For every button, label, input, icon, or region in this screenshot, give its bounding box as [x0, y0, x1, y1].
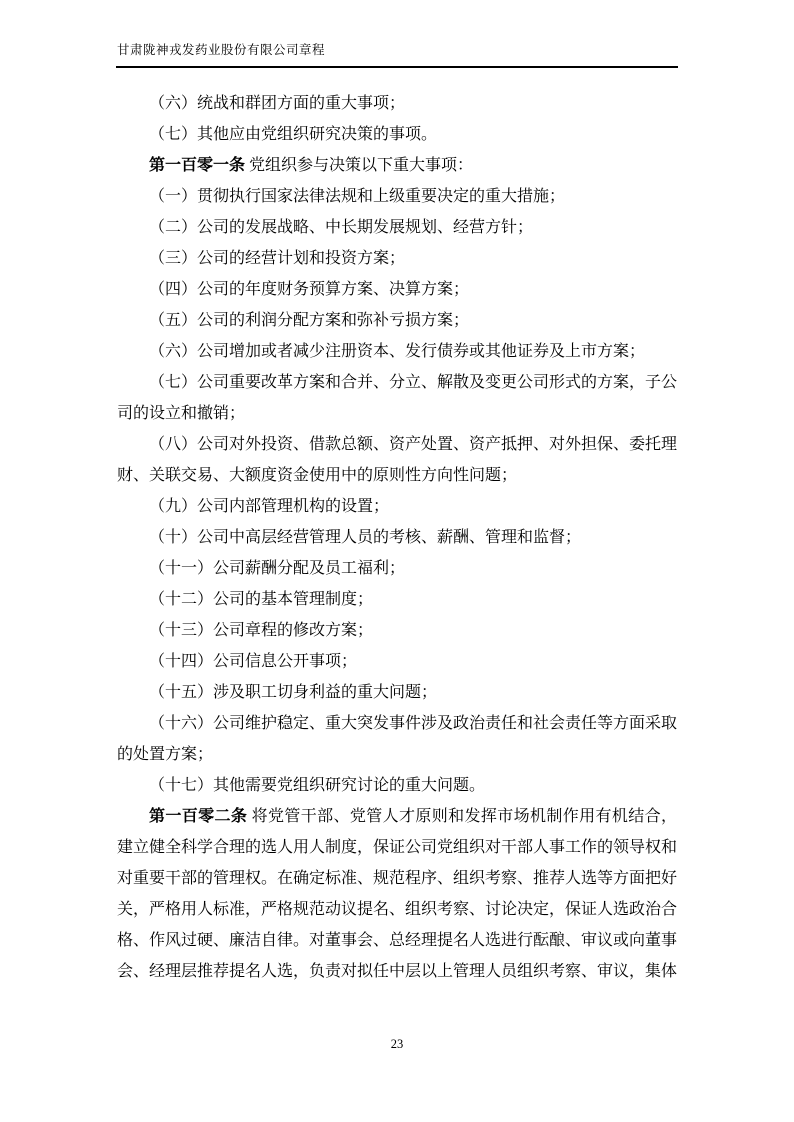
paragraph: （十四）公司信息公开事项；: [149, 653, 358, 670]
paragraph: （十五）涉及职工切身利益的重大问题；: [149, 684, 438, 701]
paragraph: （十一）公司薪酬分配及员工福利；: [149, 560, 406, 577]
paragraph: （六）公司增加或者减少注册资本、发行债券或其他证券及上市方案；: [149, 343, 646, 360]
paragraph: （六）统战和群团方面的重大事项；: [149, 95, 406, 112]
paragraph: （十六）公司维护稳定、重大突发事件涉及政治责任和社会责任等方面采取的处置方案；: [117, 715, 678, 763]
page-footer: [0, 1036, 794, 1052]
paragraph: （五）公司的利润分配方案和弥补亏损方案；: [149, 312, 470, 329]
header-title: 甘肃陇神戎发药业股份有限公司章程: [117, 43, 326, 57]
paragraph: （九）公司内部管理机构的设置；: [149, 498, 390, 515]
paragraph: （七）其他应由党组织研究决策的事项。: [149, 126, 438, 143]
article-paragraph: 第一百零二条 将党管干部、党管人才原则和发挥市场机制作用有机结合，建立健全科学合理的选人用人制度，保证公司党组织对干部人事工作的领导权和对重要干部的管理权。在确定标准、规范程序、组织考察、推荐人选等方面把好关，严格用人标准，严格规范动议提名、组织考察、讨论决定，保证人选政治合格、作风过硬、廉洁自律。对董事会、总经理提名人选进行酝酿、审议或向董事会、经理层推荐提名人选，负责对拟任中层以上管理人员组织考察、审议，集体: [117, 808, 678, 980]
paragraph: （十二）公司的基本管理制度；: [149, 591, 374, 608]
paragraph: （三）公司的经营计划和投资方案；: [149, 250, 406, 267]
paragraph: （二）公司的发展战略、中长期发展规划、经营方针；: [149, 219, 534, 236]
paragraph: （十）公司中高层经营管理人员的考核、薪酬、管理和监督；: [149, 529, 582, 546]
paragraph: （一）贯彻执行国家法律法规和上级重要决定的重大措施；: [149, 188, 566, 205]
header-rule: [116, 66, 678, 68]
paragraph: （十三）公司章程的修改方案；: [149, 622, 374, 639]
article-number: 第一百零二条: [149, 808, 248, 825]
paragraph: （十七）其他需要党组织研究讨论的重大问题。: [149, 777, 486, 794]
paragraph: （七）公司重要改革方案和合并、分立、解散及变更公司形式的方案，子公司的设立和撤销；: [117, 374, 678, 422]
paragraph: （八）公司对外投资、借款总额、资产处置、资产抵押、对外担保、委托理财、关联交易、大额度资金使用中的原则性方向性问题；: [117, 436, 678, 484]
page-number: 23: [390, 1037, 404, 1051]
article-number: 第一百零一条: [149, 157, 246, 174]
article-paragraph: 第一百零一条 党组织参与决策以下重大事项：: [149, 157, 474, 174]
paragraph: （四）公司的年度财务预算方案、决算方案；: [149, 281, 470, 298]
document-body: [117, 88, 677, 987]
